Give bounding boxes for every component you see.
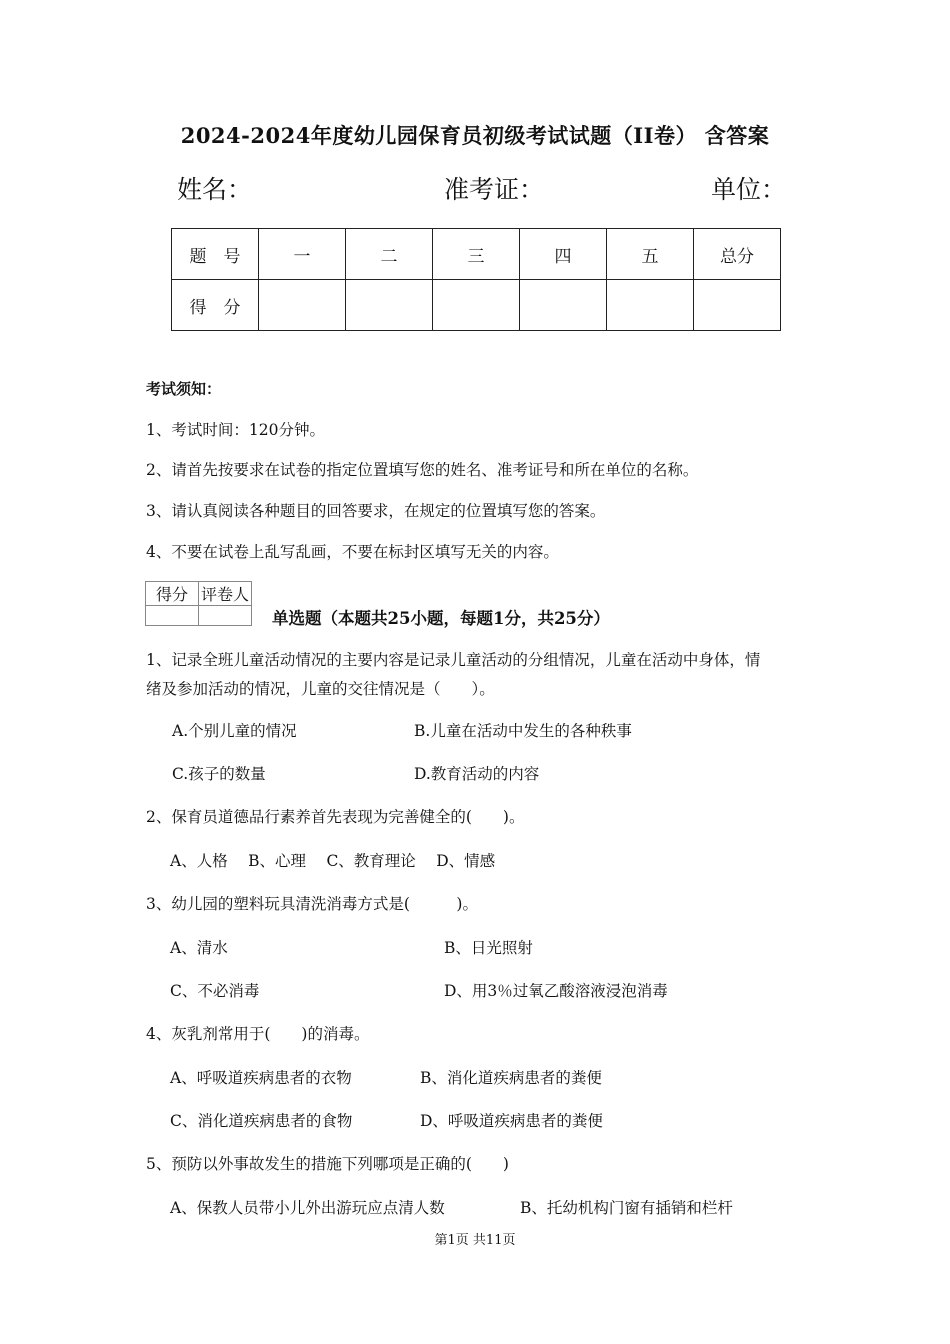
question-1-stem: 1、记录全班儿童活动情况的主要内容是记录儿童活动的分组情况，儿童在活动中身体，情: [146, 651, 761, 669]
score-table-header-row: [172, 229, 781, 280]
question-4-stem: 4、灰乳剂常用于( )的消毒。: [146, 1025, 370, 1043]
exam-id-label: 准考证：: [444, 175, 545, 204]
score-table-header-cell: 一: [259, 229, 346, 280]
question-1-option-b: B.儿童在活动中发生的各种秩事: [414, 722, 632, 740]
question-4-option-b: B、消化道疾病患者的粪便: [420, 1069, 602, 1087]
question-3-option-a: A、清水: [170, 939, 228, 957]
notice-item: 2、请首先按要求在试卷的指定位置填写您的姓名、准考证号和所在单位的名称。: [146, 461, 699, 479]
question-2-stem: 2、保育员道德品行素养首先表现为完善健全的( )。: [146, 808, 525, 826]
grader-score-label: 得分: [146, 582, 199, 606]
section-title: 单选题（本题共25小题，每题1分，共25分）: [272, 609, 610, 628]
question-1-option-d: D.教育活动的内容: [414, 765, 540, 783]
grader-score-cell: [146, 606, 199, 626]
score-cell: [433, 280, 520, 331]
notice-item: 1、考试时间：120分钟。: [146, 421, 325, 439]
question-2-options: A、人格 B、心理 C、教育理论 D、情感: [170, 852, 496, 870]
score-cell: [346, 280, 433, 331]
score-table-header-cell: 三: [433, 229, 520, 280]
question-4-option-a: A、呼吸道疾病患者的衣物: [170, 1069, 352, 1087]
score-table-header-cell: 五: [607, 229, 694, 280]
grader-name-label: 评卷人: [199, 582, 252, 606]
question-3-stem: 3、幼儿园的塑料玩具清洗消毒方式是( )。: [146, 895, 478, 913]
question-5-stem: 5、预防以外事故发生的措施下列哪项是正确的( ): [146, 1155, 509, 1173]
name-label: 姓名：: [177, 175, 253, 204]
score-table-header-cell: 题 号: [172, 229, 259, 280]
question-1-option-a: A.个别儿童的情况: [172, 722, 297, 740]
score-table-header-cell: 总分: [694, 229, 781, 280]
notice-title: 考试须知：: [146, 380, 222, 398]
question-4-option-d: D、呼吸道疾病患者的粪便: [420, 1112, 603, 1130]
question-5-option-b: B、托幼机构门窗有插销和栏杆: [520, 1199, 733, 1217]
question-3-option-b: B、日光照射: [444, 939, 533, 957]
score-cell: [607, 280, 694, 331]
unit-label: 单位：: [711, 175, 787, 204]
score-table-header-cell: 四: [520, 229, 607, 280]
question-1-stem: 绪及参加活动的情况，儿童的交往情况是（ ）。: [146, 680, 495, 698]
grader-box: [145, 581, 252, 626]
score-table-header-cell: 二: [346, 229, 433, 280]
page-title: 2024-2024年度幼儿园保育员初级考试试题（II卷） 含答案: [180, 123, 770, 148]
question-5-option-a: A、保教人员带小儿外出游玩应点清人数: [170, 1199, 445, 1217]
question-3-option-c: C、不必消毒: [170, 982, 260, 1000]
notice-item: 3、请认真阅读各种题目的回答要求，在规定的位置填写您的答案。: [146, 502, 606, 520]
score-table-score-row: [172, 280, 781, 331]
grader-name-cell: [199, 606, 252, 626]
score-cell: [520, 280, 607, 331]
page-footer: 第1页 共11页: [434, 1233, 516, 1248]
question-3-option-d: D、用3％过氧乙酸溶液浸泡消毒: [444, 982, 668, 1000]
score-cell: [694, 280, 781, 331]
score-cell: [259, 280, 346, 331]
question-4-option-c: C、消化道疾病患者的食物: [170, 1112, 353, 1130]
notice-item: 4、不要在试卷上乱写乱画，不要在标封区填写无关的内容。: [146, 543, 559, 561]
question-1-option-c: C.孩子的数量: [172, 765, 266, 783]
score-row-label: 得 分: [172, 280, 259, 331]
score-table: [171, 228, 781, 331]
